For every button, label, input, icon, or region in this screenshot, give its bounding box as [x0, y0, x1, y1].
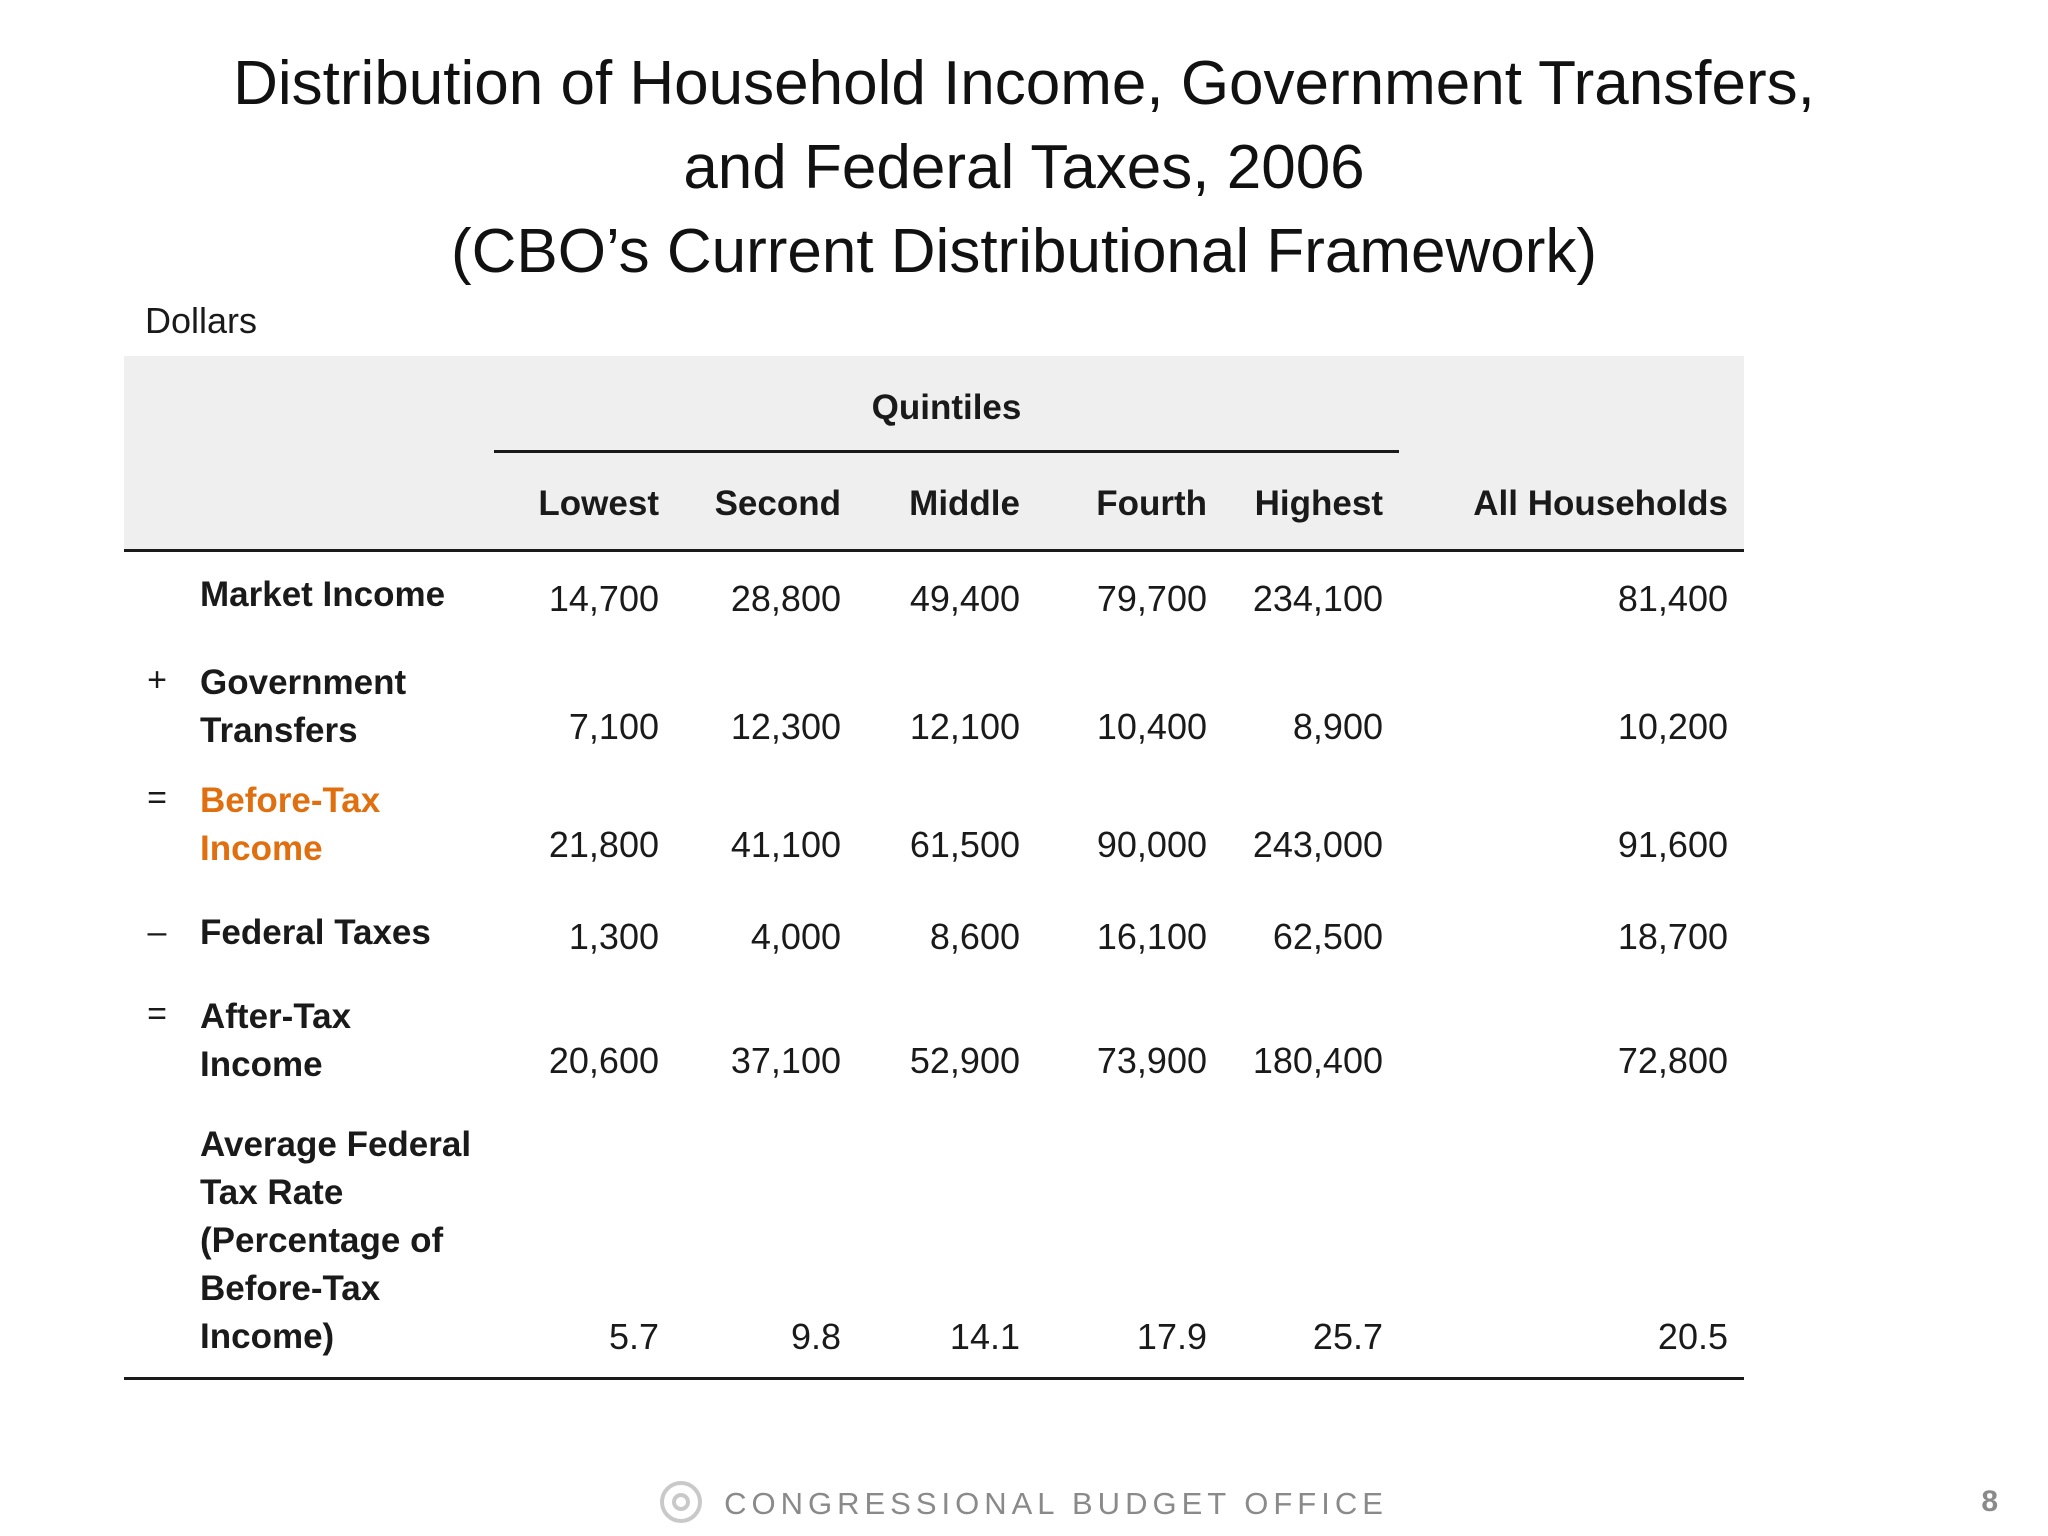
cell-tax-rate-highest: 25.7: [1312, 1316, 1383, 1357]
cell-tax-rate-middle: 14.1: [949, 1316, 1020, 1357]
footer-org-name: CONGRESSIONAL BUDGET OFFICE: [724, 1486, 1388, 1522]
cell-transfers-highest: 8,900: [1292, 706, 1383, 747]
cell-federal-taxes-middle: 8,600: [929, 916, 1020, 957]
row-label-line: Government: [200, 663, 407, 702]
row-label-line: Federal Taxes: [200, 913, 431, 952]
column-header-fourth: Fourth: [1096, 484, 1207, 523]
cell-market-income-fourth: 79,700: [1096, 578, 1207, 619]
cell-after-tax-lowest: 20,600: [548, 1040, 659, 1081]
cell-transfers-lowest: 7,100: [568, 706, 659, 747]
cell-transfers-all: 10,200: [1617, 706, 1728, 747]
row-label-line: Income: [200, 1045, 323, 1084]
cell-before-tax-second: 41,100: [730, 824, 841, 865]
cell-federal-taxes-lowest: 1,300: [568, 916, 659, 957]
units-label: Dollars: [145, 300, 258, 341]
row-operator: =: [147, 779, 167, 817]
header-bottom-rule: [124, 549, 1744, 552]
cell-tax-rate-all: 20.5: [1657, 1316, 1728, 1357]
cell-federal-taxes-highest: 62,500: [1272, 916, 1383, 957]
page-number: 8: [1981, 1485, 1998, 1518]
cell-after-tax-middle: 52,900: [909, 1040, 1020, 1081]
row-label-line: Before-Tax: [200, 1269, 381, 1308]
cell-before-tax-all: 91,600: [1617, 824, 1728, 865]
row-label-line: Income: [200, 829, 323, 868]
column-header-middle: Middle: [909, 484, 1020, 523]
table-bottom-rule: [124, 1377, 1744, 1380]
cell-transfers-second: 12,300: [730, 706, 841, 747]
cell-tax-rate-lowest: 5.7: [608, 1316, 659, 1357]
row-label-line: After-Tax: [200, 997, 352, 1036]
row-label-line: Transfers: [200, 711, 358, 750]
cell-federal-taxes-all: 18,700: [1617, 916, 1728, 957]
row-label-line: Before-Tax: [200, 781, 381, 820]
cell-tax-rate-fourth: 17.9: [1136, 1316, 1207, 1357]
cell-federal-taxes-fourth: 16,100: [1096, 916, 1207, 957]
row-operator: –: [147, 913, 167, 951]
title-line-1: Distribution of Household Income, Government Transfers,: [233, 49, 1815, 118]
column-header-highest: Highest: [1254, 484, 1383, 523]
cbo-logo-icon: [660, 1481, 702, 1523]
cell-market-income-highest: 234,100: [1252, 578, 1383, 619]
cell-market-income-second: 28,800: [730, 578, 841, 619]
cell-after-tax-highest: 180,400: [1252, 1040, 1383, 1081]
cell-before-tax-highest: 243,000: [1252, 824, 1383, 865]
footer: [0, 1485, 2048, 1527]
row-label-line: Tax Rate: [200, 1173, 344, 1212]
cell-federal-taxes-second: 4,000: [750, 916, 841, 957]
cell-before-tax-fourth: 90,000: [1096, 824, 1207, 865]
cell-tax-rate-second: 9.8: [790, 1316, 841, 1357]
column-header-second: Second: [714, 484, 841, 523]
row-operator: =: [147, 995, 167, 1033]
row-label-line: Income): [200, 1317, 335, 1356]
row-label-line: Average Federal: [200, 1125, 472, 1164]
row-operator: +: [147, 661, 167, 699]
cell-after-tax-fourth: 73,900: [1096, 1040, 1207, 1081]
quintiles-rule: [494, 450, 1399, 453]
cell-after-tax-all: 72,800: [1617, 1040, 1728, 1081]
cell-market-income-all: 81,400: [1617, 578, 1728, 619]
cell-before-tax-middle: 61,500: [909, 824, 1020, 865]
row-label-line: Market Income: [200, 575, 446, 614]
cell-market-income-lowest: 14,700: [548, 578, 659, 619]
title-line-3: (CBO’s Current Distributional Framework): [450, 217, 1598, 286]
column-header-all-households: All Households: [1473, 484, 1728, 523]
row-label-line: (Percentage of: [200, 1221, 444, 1260]
cell-market-income-middle: 49,400: [909, 578, 1020, 619]
cell-after-tax-second: 37,100: [730, 1040, 841, 1081]
quintiles-group-header: Quintiles: [871, 388, 1022, 427]
cell-before-tax-lowest: 21,800: [548, 824, 659, 865]
title-line-2: and Federal Taxes, 2006: [683, 133, 1365, 202]
slide-title: [0, 42, 2048, 294]
cell-transfers-middle: 12,100: [909, 706, 1020, 747]
cell-transfers-fourth: 10,400: [1096, 706, 1207, 747]
column-header-lowest: Lowest: [538, 484, 659, 523]
